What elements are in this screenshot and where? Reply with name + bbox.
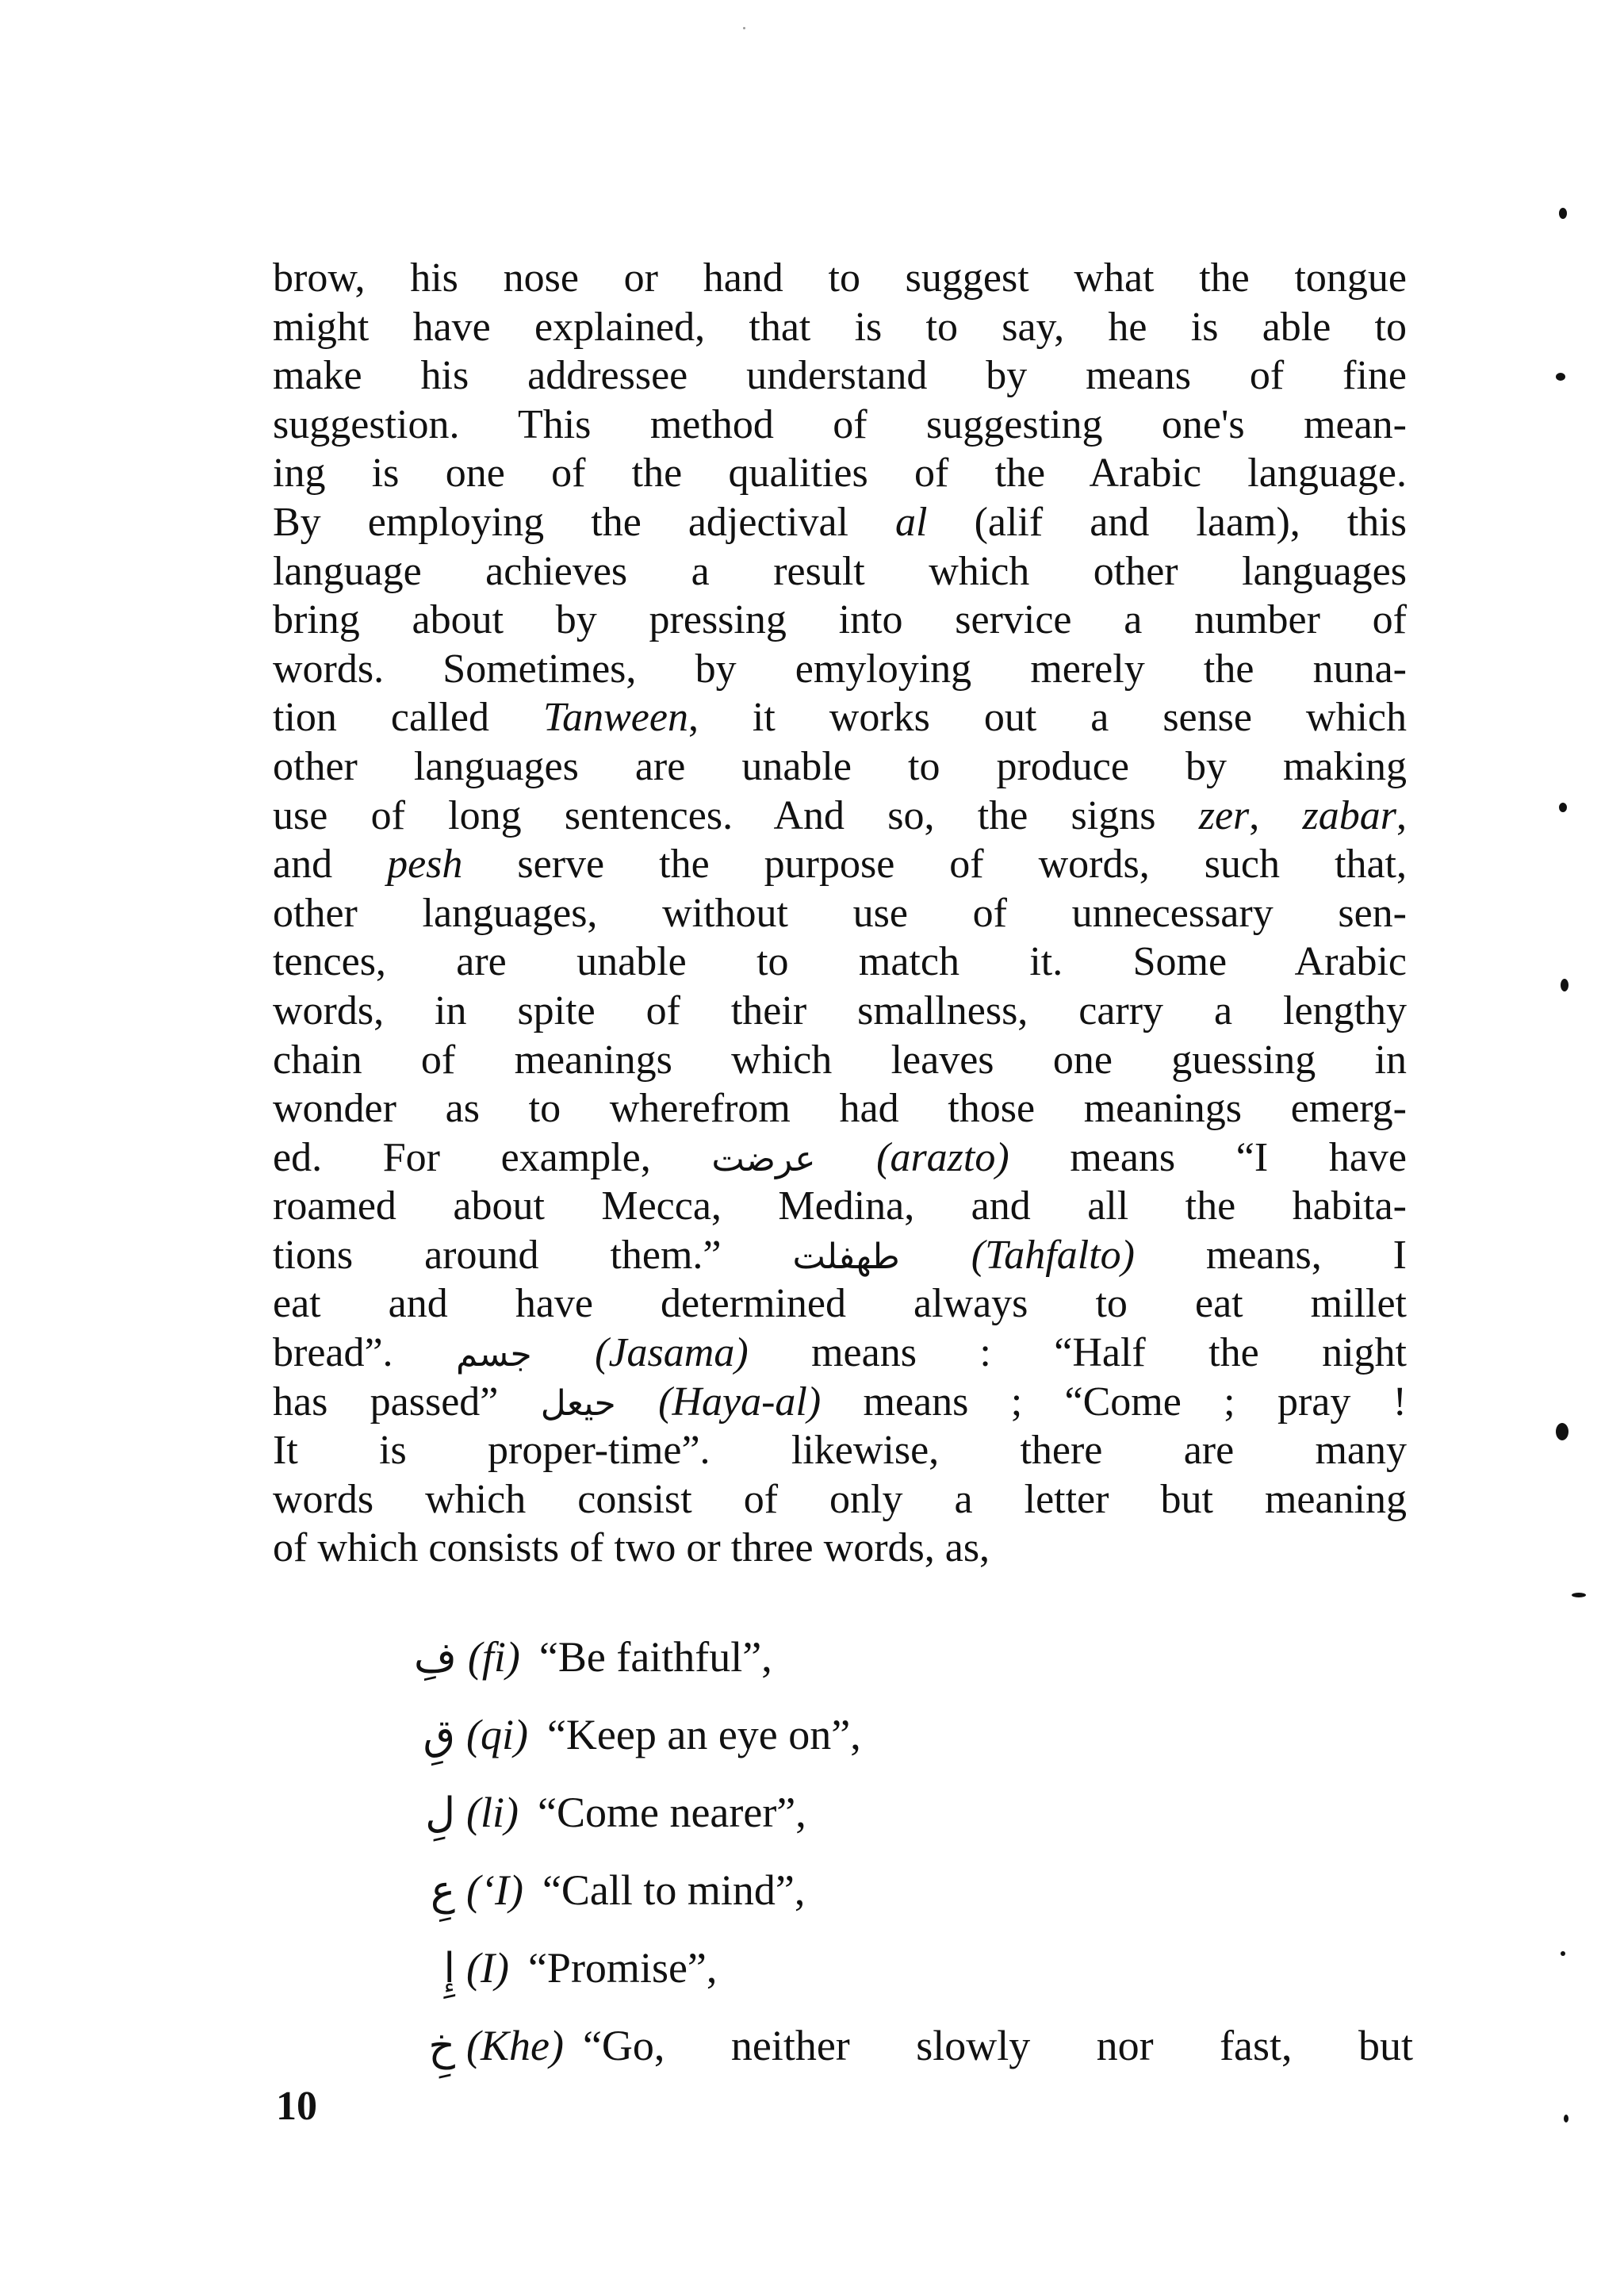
arabic-word: جسم [455, 1334, 532, 1375]
text-line [273, 938, 1407, 987]
text-line [273, 1378, 1407, 1427]
list-item [414, 1632, 772, 1682]
text-line [273, 1182, 1407, 1231]
arabic-letter: فِ [414, 1634, 457, 1682]
text-run: of which consists of two or three words, as, [273, 1525, 990, 1571]
text-run: has passed” [273, 1379, 541, 1425]
margin-mark [1556, 373, 1565, 381]
transliteration: (Khe) [466, 2022, 564, 2069]
text-run: ed. For example, [273, 1134, 712, 1180]
text-line [273, 303, 1407, 352]
text-run: might have explained, that is to say, he is able to [273, 304, 1407, 350]
italic-term: Tanween [542, 695, 688, 741]
text-run: use of long sentences. And so, the signs [273, 792, 1199, 838]
text-line [273, 1133, 1407, 1183]
text-run: other languages, without use of unnecessary sen- [273, 890, 1407, 936]
text-run: , [1249, 792, 1303, 838]
text-run: brow, his nose or hand to suggest what the tongue [273, 255, 1407, 301]
list-item [414, 1788, 806, 1837]
text-run: tions around them.” [273, 1232, 793, 1278]
text-line [273, 1231, 1407, 1280]
arabic-letter: عِ [430, 1867, 455, 1915]
text-line [273, 1426, 1407, 1475]
arabic-letter: لِ [425, 1789, 455, 1837]
text-run [815, 1135, 876, 1180]
text-line [273, 596, 1407, 645]
transliteration: (I) [466, 1944, 509, 1992]
text-run [616, 1379, 658, 1425]
arabic-word: طهفلت [792, 1236, 900, 1277]
text-run: means ; “Come ; pray ! [821, 1379, 1408, 1425]
text-line [273, 401, 1407, 450]
text-run: chain of meanings which leaves one guessing in [273, 1037, 1407, 1083]
text-line [273, 1279, 1407, 1329]
text-run: means, I [1134, 1232, 1407, 1278]
text-run: bring about by pressing into service a number of [273, 597, 1407, 643]
meaning: “Call to mind”, [542, 1866, 806, 1914]
arabic-letter: قِ [423, 1712, 455, 1759]
text-run: By employing the adjectival [273, 499, 896, 545]
text-run: It is proper-time”. likewise, there are many [273, 1428, 1407, 1474]
list-item [414, 1710, 861, 1759]
text-run: words. Sometimes, by emyloying merely the nuna- [273, 646, 1407, 692]
text-run: means “I have [1009, 1134, 1408, 1180]
text-run: means : “Half the night [748, 1330, 1407, 1376]
page-number: 10 [276, 2084, 317, 2129]
margin-mark [1564, 2115, 1568, 2123]
text-line [273, 1036, 1407, 1085]
text-line [273, 1084, 1407, 1133]
text-run: suggestion. This method of suggesting one's mean- [273, 401, 1407, 447]
text-run [532, 1330, 595, 1375]
text-line [273, 1475, 1407, 1524]
italic-term: (arazto) [876, 1134, 1009, 1180]
text-run: other languages are unable to produce by making [273, 743, 1407, 789]
list-item [414, 1943, 717, 1992]
meaning: “Be faithful”, [538, 1633, 772, 1681]
transliteration: (‘I) [466, 1866, 523, 1914]
text-run: serve the purpose of words, such that, [462, 842, 1407, 888]
text-line [273, 889, 1407, 938]
text-run: roamed about Mecca, Medina, and all the habita- [273, 1183, 1407, 1229]
meaning: “Come nearer”, [537, 1789, 806, 1836]
transliteration: (fi) [467, 1633, 520, 1681]
arabic-word: حيعل [540, 1382, 616, 1424]
text-line [273, 351, 1407, 401]
arabic-letter: إِ [443, 1945, 455, 1992]
transliteration: (qi) [466, 1711, 528, 1758]
text-run [900, 1233, 971, 1278]
text-run: tion called [273, 695, 543, 741]
text-run: (alif and laam), this [927, 499, 1407, 545]
text-run: bread”. [273, 1330, 456, 1376]
margin-mark [1559, 208, 1567, 219]
text-run: language achieves a result which other languages [273, 548, 1407, 594]
italic-term: (Haya-al) [658, 1379, 822, 1425]
top-dot [743, 27, 745, 29]
italic-term: (Jasama) [595, 1330, 749, 1376]
text-run: , [1396, 792, 1408, 838]
italic-term: (Tahfalto) [971, 1232, 1135, 1278]
meaning: “Keep an eye on”, [546, 1711, 861, 1758]
text-run: and [273, 842, 388, 888]
text-line [273, 1329, 1407, 1378]
italic-term: zer [1198, 792, 1250, 838]
margin-mark [1572, 1593, 1586, 1597]
italic-term: pesh [387, 842, 463, 888]
meaning: “Go, neither slowly nor fast, but [582, 2022, 1413, 2069]
list-item [414, 1866, 805, 1915]
text-line [273, 742, 1407, 792]
arabic-letter: خِ [428, 2023, 455, 2070]
text-run: eat and have determined always to eat millet [273, 1281, 1407, 1327]
margin-mark [1559, 803, 1567, 812]
text-line [273, 693, 1407, 742]
transliteration: (li) [466, 1789, 519, 1836]
italic-term: zabar [1302, 792, 1397, 838]
meaning: “Promise”, [527, 1944, 718, 1992]
text-run: wonder as to wherefrom had those meanings emerg- [273, 1086, 1407, 1132]
text-run: , it works out a sense which [688, 695, 1407, 741]
margin-mark [1561, 1951, 1565, 1956]
italic-term: al [895, 499, 928, 545]
text-line [273, 645, 1407, 694]
text-line [273, 547, 1407, 596]
text-run: tences, are unable to match it. Some Arabic [273, 939, 1407, 985]
text-line [273, 254, 1407, 303]
text-run: words, in spite of their smallness, carry a lengthy [273, 987, 1407, 1033]
text-line [273, 449, 1407, 498]
margin-mark [1561, 979, 1568, 991]
text-line [273, 792, 1407, 841]
text-run: make his addressee understand by means of fine [273, 353, 1407, 399]
arabic-word: عرضت [711, 1138, 816, 1179]
margin-mark [1556, 1423, 1568, 1440]
list-item [414, 2021, 1413, 2070]
text-run: words which consist of only a letter but meaning [273, 1476, 1407, 1522]
text-line [273, 1524, 1407, 1573]
text-run: ing is one of the qualities of the Arabic language. [273, 451, 1407, 497]
text-line [273, 987, 1407, 1036]
text-line [273, 498, 1407, 547]
body-paragraph [273, 254, 1407, 1573]
text-line [273, 840, 1407, 889]
